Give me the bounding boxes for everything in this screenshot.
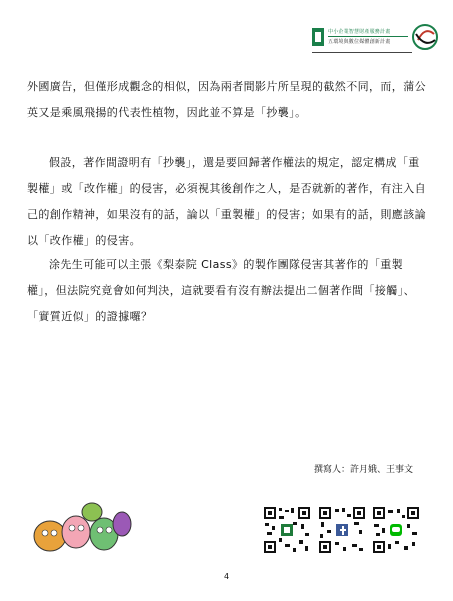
page-number: 4 xyxy=(223,572,230,581)
paragraph-3: 涂先生可能可以主張《梨泰院 Class》的製作團隊侵害其著作的「重製權」，但法院究竟會如何判決，這就要看有沒有辦法提出二個著作間「接觸」、「實質近似」的證據囉？ xyxy=(27,258,415,323)
qr-code-web xyxy=(263,506,311,554)
logo-mark-icon xyxy=(312,28,324,46)
logo-title-line2: 五環境與數位媒體創新計畫 xyxy=(328,39,391,45)
facebook-qr-icon[interactable] xyxy=(318,506,366,554)
logo-swirl-icon xyxy=(410,22,440,52)
qr-code-line xyxy=(372,506,420,554)
logo-title-line1: 中小企業智慧財產服務計畫 xyxy=(328,29,391,35)
mascot-characters-icon xyxy=(32,494,132,556)
web-qr-icon[interactable] xyxy=(263,506,311,554)
header-divider xyxy=(312,52,412,53)
line-qr-icon[interactable] xyxy=(372,506,420,554)
qr-code-facebook xyxy=(318,506,366,554)
paragraph-2: 假設，著作間證明有「抄襲」，還是要回歸著作權法的規定，認定構成「重製權」或「改作權」的侵害，必須視其後創作之人，是否就新的著作，有注入自己的創作精神，如果沒有的話，論以「重製權」的侵害；如果有的話，則應該論以「改作權」的侵害。 xyxy=(27,156,426,247)
paragraph-1: 外國廣告，但僅形成觀念的相似，因為兩者間影片所呈現的截然不同，而，蒲公英又是乘風飛揚的代表性植物，因此並不算是「抄襲」。 xyxy=(27,80,426,119)
logo-divider xyxy=(328,36,408,37)
author-credit: 撰寫人：許月娥、王事文 xyxy=(314,465,414,475)
